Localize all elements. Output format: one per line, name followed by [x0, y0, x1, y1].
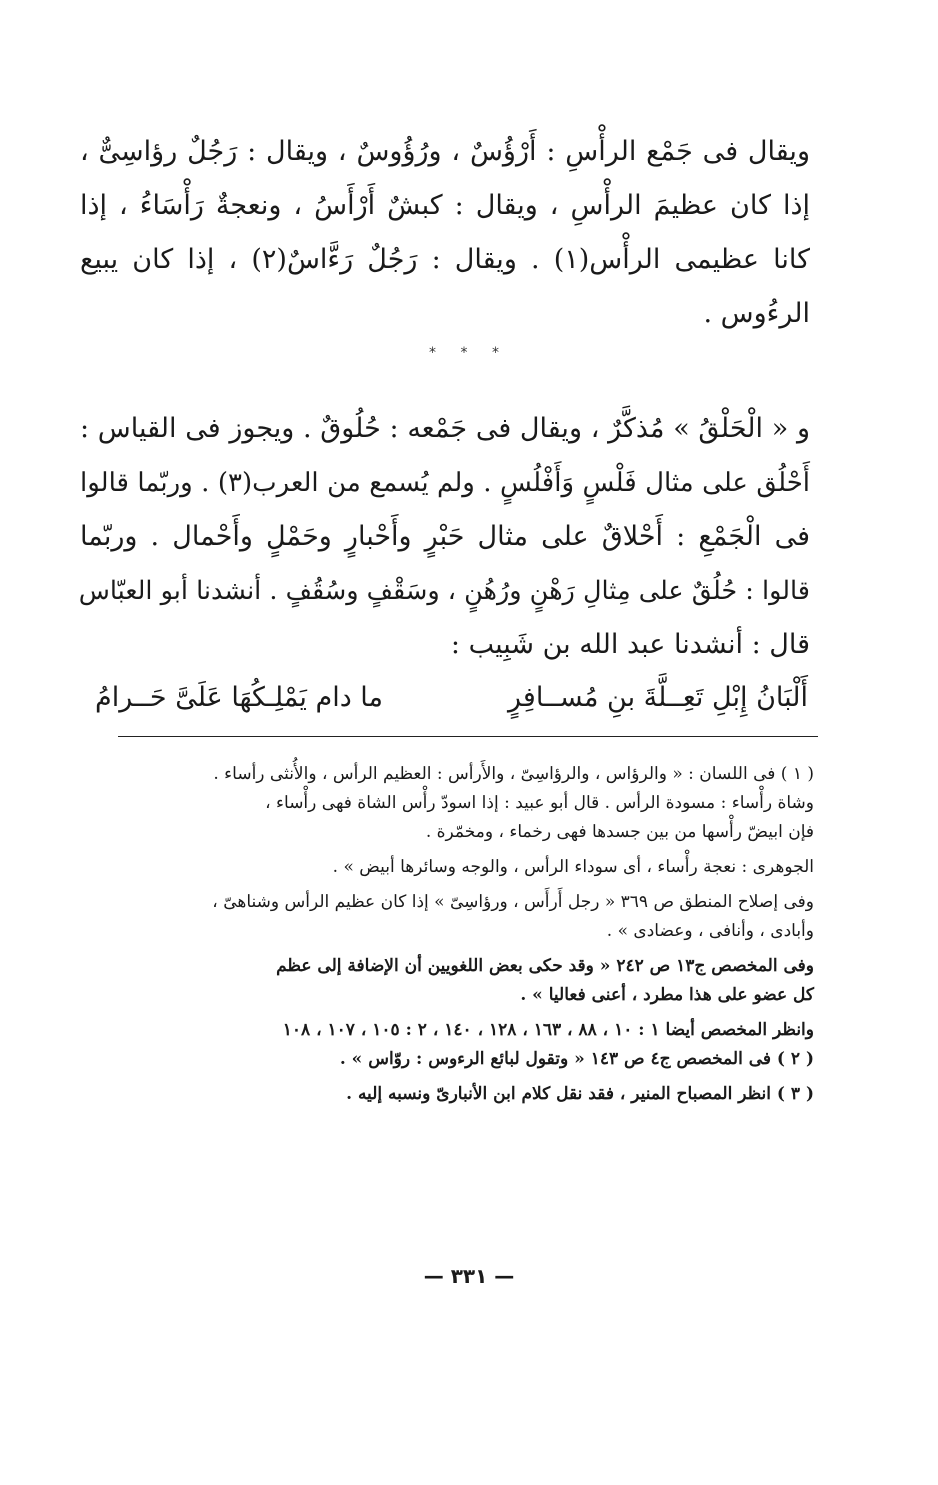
verse-first-hemistich: أَلْبَانُ إِبْلِ تَعِــلَّةَ بنِ مُســافِرٍ	[508, 682, 808, 713]
text-line: إذا كان عظيمَ الرأْسِ ، ويقال : كبشٌ أَرْأَسُ ، ونعجةٌ رَأْسَاءُ ، إذا	[80, 190, 810, 221]
page-number: — ٣٣١ —	[423, 1264, 515, 1288]
footnote-line: فإن ابيضّ رأْسها من بين جسدها فهى رخماء ، ومخمّرة .	[425, 822, 814, 842]
text-line: أَحْلُق على مثال فَلْسٍ وَأَفْلُسٍ . ولم يُسمع من العرب(٣) . وربّما قالوا	[80, 468, 810, 498]
verse-second-hemistich: ما دام يَمْلِـكُهَا عَلَىَّ حَــرامُ	[95, 682, 383, 713]
footnote-line: وفى إصلاح المنطق ص ٣٦٩ « رجل أَرأَس ، ورؤاسِىّ » إذا كان عظيم الرأس وشناهىّ ،	[212, 892, 814, 912]
text-line: الرءُوس .	[703, 298, 810, 329]
text-line: و « الْحَلْقُ » مُذكَّرٌ ، ويقال فى جَمْعه : حُلُوقٌ . ويجوز فى القياس :	[80, 413, 810, 444]
footnote-line: ( ٣ ) انظر المصباح المنير ، فقد نقل كلام ابن الأنبارىّ ونسبه إليه .	[346, 1084, 814, 1104]
paragraph-plural-of-head	[80, 125, 810, 341]
paragraph-throat	[80, 402, 810, 672]
footnote-line: وانظر المخصص أيضا ١ : ١٠ ، ٨٨ ، ١٦٣ ، ١٢٨ ، ١٤٠ ، ٢ : ١٠٥ ، ١٠٧ ، ١٠٨	[282, 1020, 814, 1040]
text-line: كانا عظيمى الرأْس(١) . ويقال : رَجُلٌ رَءَّاسٌ(٢) ، إذا كان يبيع	[80, 244, 810, 275]
footnote-divider	[118, 736, 818, 737]
footnote-line: كل عضو على هذا مطرد ، أعنى فعاليا » .	[520, 985, 814, 1005]
footnote-line: وشاة رأْساء : مسودة الرأس . قال أبو عبيد : إذا اسودّ رأْس الشاة فهى رأْساء ،	[265, 793, 814, 813]
footnote-line: وفى المخصص ج١٣ ص ٢٤٢ « وقد حكى بعض اللغويين أن الإضافة إلى عظم	[276, 956, 814, 976]
footnote-line: وأبادى ، وأنافى ، وعضادى » .	[606, 921, 814, 941]
text-line: ويقال فى جَمْع الرأْسِ : أَرْؤُسٌ ، ورُؤُوسٌ ، ويقال : رَجُلٌ رؤاسِىٌّ ،	[80, 136, 810, 167]
footnote-line: الجوهرى : نعجة رأْساء ، أى سوداء الرأس ، والوجه وسائرها أبيض » .	[332, 857, 814, 877]
text-line: فى الْجَمْعِ : أَحْلاقٌ على مثال حَبْرٍ وأَحْبارٍ وحَمْلٍ وأَحْمال . وربّما	[80, 521, 810, 552]
footnotes	[82, 760, 814, 1109]
footnote-line: ( ٢ ) فى المخصص ج٤ ص ١٤٣ « وتقول لبائع الرءوس : روّاس » .	[339, 1049, 814, 1069]
section-separator: * * *	[429, 345, 509, 361]
text-line: قال : أنشدنا عبد الله بن شَبِيب :	[450, 629, 810, 660]
footnote-line: ( ١ ) فى اللسان : « والرؤاس ، والرؤاسِىّ ، والأَرأس : العظيم الرأس ، والأُنثى رأساء .	[213, 764, 814, 784]
text-line: قالوا : حُلُقٌ على مِثالِ رَهْنٍ ورُهُنٍ ، وسَقْفٍ وسُقُفٍ . أنشدنا أبو العبّاس	[78, 576, 810, 606]
poetry-verse	[95, 678, 808, 718]
